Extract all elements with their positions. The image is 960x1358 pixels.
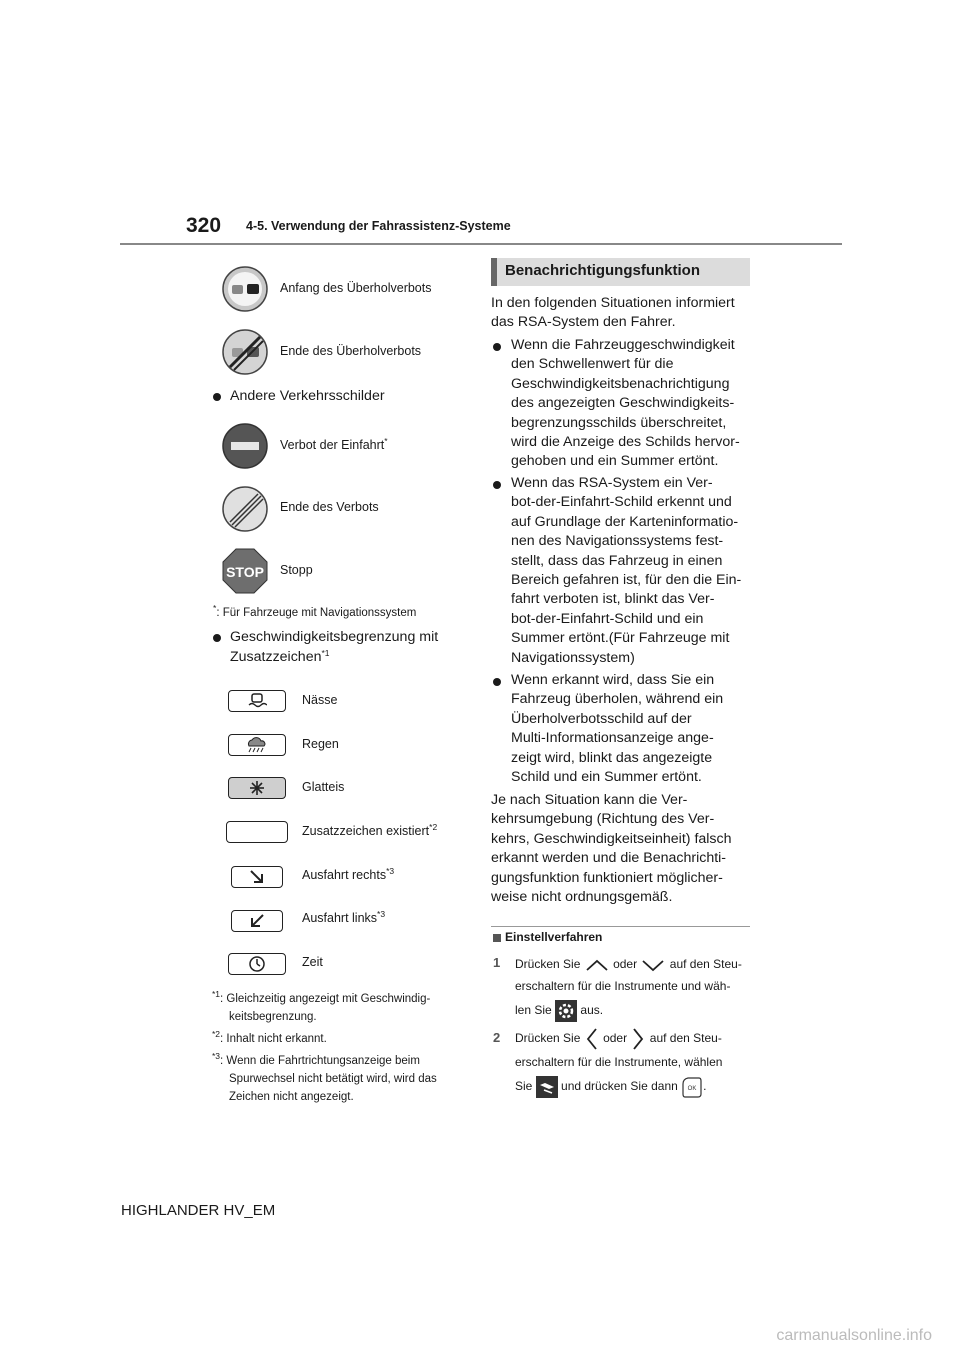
bullet-dot	[213, 634, 221, 642]
step-2-text: Drücken Sie oder auf den Steu- erschaltern für die Instrumente, wählen Sie und drücken Sie dann OK .	[515, 1027, 755, 1098]
sign-label: Ende des Verbots	[280, 500, 379, 514]
footnote-3: $^{*3}$: Wenn die Fahrtrichtungsanzeige beim	[212, 1051, 420, 1067]
section-title: Benachrichtigungsfunktion	[505, 262, 700, 279]
plate-label: Glatteis	[302, 780, 345, 794]
arrow-down-right-icon	[248, 869, 266, 885]
footnote-navigation: *: Für Fahrzeuge mit Navigationssystem	[213, 603, 417, 619]
plate-label: Zusatzzeichen existiert$^{*2}$	[302, 822, 438, 838]
footnote-1-cont: keitsbegrenzung.	[229, 1011, 317, 1023]
page-number: 320	[186, 214, 222, 237]
notification-bullet-3: Wenn erkannt wird, dass Sie ein Fahrzeug überholen, während ein Überholverbotsschild auf der Multi-Informationsanzeige ange- zeigt wird, blinkt das angezeigte Schild und ein Summer ertönt.	[511, 672, 724, 786]
plate-label: Ausfahrt links$^{*3}$	[302, 909, 386, 925]
footnote-3-cont: Spurwechsel nicht betätigt wird, wird das	[229, 1073, 437, 1085]
gear-icon	[555, 1000, 577, 1022]
plate-rain	[228, 734, 286, 756]
clock-icon	[248, 955, 266, 973]
step-1-number: 1	[493, 955, 501, 970]
bullet-dot	[493, 678, 501, 686]
end-prohibition-sign-icon	[222, 486, 268, 532]
plate-exit-right	[231, 866, 283, 888]
wet-road-icon	[247, 693, 267, 709]
sign-label: Anfang des Überholverbots	[280, 281, 432, 295]
svg-text:OK: OK	[687, 1085, 697, 1092]
chevron-left-icon	[584, 1027, 600, 1051]
sign-label-no-entry: Verbot der Einfahrt*	[280, 436, 388, 452]
snowflake-icon	[249, 780, 265, 796]
bullet-dot	[213, 393, 221, 401]
footnote-2: $^{*2}$: Inhalt nicht erkannt.	[212, 1029, 327, 1045]
closing-paragraph: Je nach Situation kann die Ver- kehrsumgebung (Richtung des Ver- kehrs, Geschwindigkeitseinheit) falsch erkannt werden und die Benachrichti- gungsfunktion funktioniert möglicher- weise nicht ordnungsgemäß.	[491, 792, 732, 906]
plate-exit-left	[231, 910, 283, 932]
arrow-down-left-icon	[248, 913, 266, 929]
stop-sign-icon	[222, 548, 268, 594]
sign-label: Stopp	[280, 563, 313, 577]
driving-assist-icon	[536, 1076, 558, 1098]
notification-bullet-1: Wenn die Fahrzeuggeschwindigkeit den Schwellenwert für die Geschwindigkeitsbenachrichtigung des angezeigten Geschwindigkeits- begrenzungsschilds überschreitet, wird die Anzeige des Schilds hervor- gehoben und ein Summer ertönt.	[511, 337, 740, 470]
plate-label: Zeit	[302, 955, 323, 969]
plate-label: Regen	[302, 737, 339, 751]
end-no-overtaking-sign-icon	[222, 329, 268, 375]
footnote-3-cont: Zeichen nicht angezeigt.	[229, 1091, 354, 1103]
subsection-title: Einstellverfahren	[505, 930, 603, 944]
bullet-heading-speed-limit: Geschwindigkeitsbegrenzung mit Zusatzzeichen$^{*1}$	[230, 629, 439, 666]
chevron-down-icon	[640, 958, 666, 972]
plate-time	[228, 953, 286, 975]
bullet-dot	[493, 343, 501, 351]
no-entry-sign-icon	[222, 423, 268, 469]
footer-model: HIGHLANDER HV_EM	[121, 1202, 276, 1219]
header-section-title: 4-5. Verwendung der Fahrassistenz-Systeme	[246, 219, 511, 233]
bullet-heading-other-signs: Andere Verkehrsschilder	[230, 388, 385, 404]
empty-plate-icon	[226, 821, 288, 843]
plate-wet-road	[228, 690, 286, 712]
rain-cloud-icon	[243, 737, 271, 753]
subsection-marker	[493, 934, 501, 942]
sign-label: Ende des Überholverbots	[280, 344, 422, 358]
svg-text:STOP: STOP	[226, 564, 264, 580]
footnote-1: $^{*1}$: Gleichzeitig angezeigt mit Geschwindig-	[212, 989, 431, 1005]
intro-paragraph: In den folgenden Situationen informiert das RSA-System den Fahrer.	[491, 295, 735, 331]
plate-ice	[228, 777, 286, 799]
watermark: carmanualsonline.info	[776, 1327, 932, 1344]
header-divider	[120, 243, 842, 245]
notification-bullet-2: Wenn das RSA-System ein Ver- bot-der-Einfahrt-Schild erkennt und auf Grundlage der Karteninformatio- nen des Navigationssystems fest- stellt, dass das Fahrzeug in einen Bereich gefahren ist, für den die Ein- fahrt verboten ist, blinkt das Ver- bot-der-Einfahrt-Schild und ein Summer ertönt.(Für Fahrzeuge mit Navigationssystem)	[511, 475, 742, 666]
chevron-right-icon	[630, 1027, 646, 1051]
bullet-dot	[493, 481, 501, 489]
ok-button-icon	[681, 1076, 703, 1098]
footnotes	[212, 990, 472, 1106]
plate-label: Ausfahrt rechts$^{*3}$	[302, 866, 395, 882]
step-1-text: Drücken Sie oder auf den Steu- erschaltern für die Instrumente und wäh- len Sie aus.	[515, 953, 755, 1022]
no-overtaking-sign-icon	[222, 266, 268, 312]
chevron-up-icon	[584, 958, 610, 972]
plate-label: Nässe	[302, 693, 338, 707]
section-header-bar	[491, 258, 497, 286]
step-2-number: 2	[493, 1030, 501, 1045]
subsection-divider	[491, 926, 750, 927]
